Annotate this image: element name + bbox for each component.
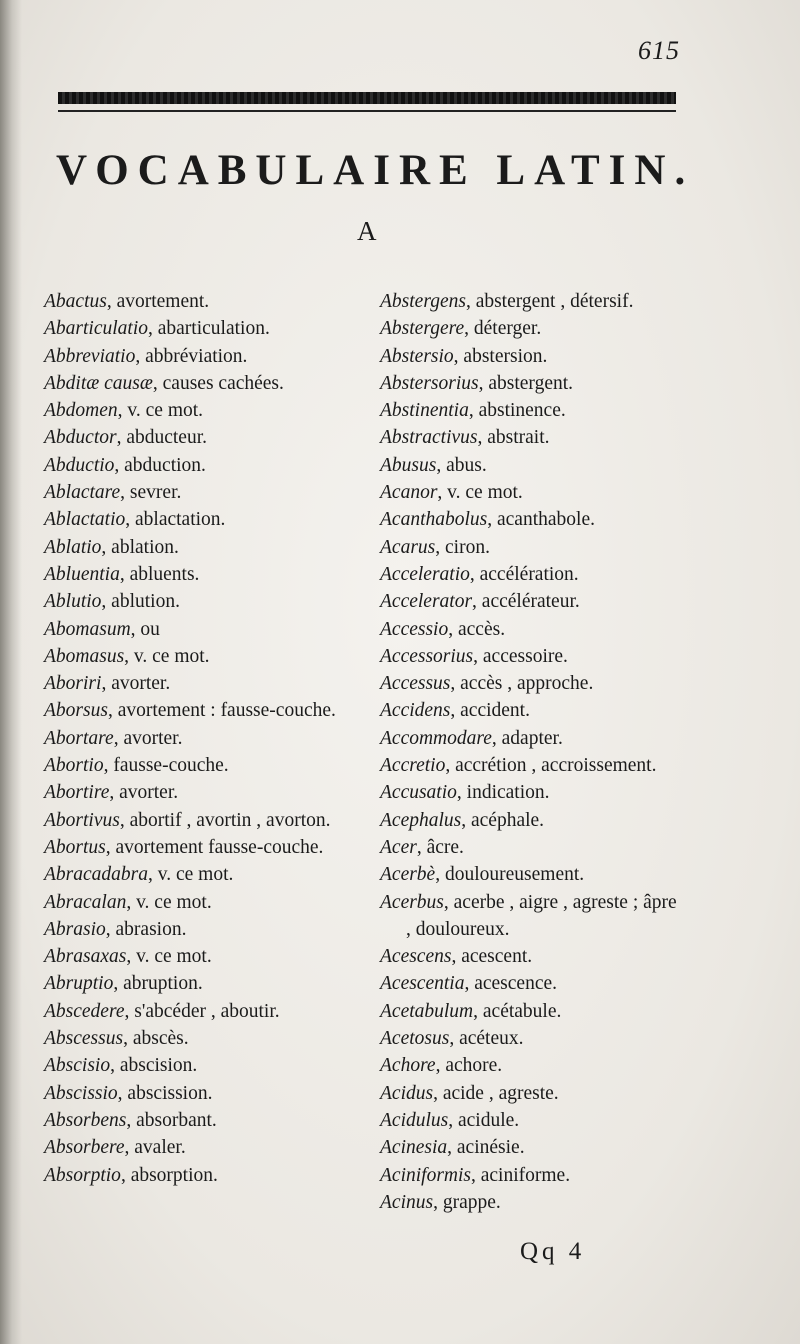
dictionary-entry	[44, 752, 364, 779]
french-gloss: , abarticulation.	[148, 318, 270, 340]
page-binding-shadow	[0, 0, 22, 1344]
french-gloss: , âcre.	[416, 836, 464, 858]
dictionary-entry	[44, 725, 364, 752]
latin-term: Abbreviatio	[44, 345, 136, 367]
latin-term: Acetabulum	[380, 1000, 474, 1022]
dictionary-entry	[44, 1162, 364, 1189]
dictionary-entry	[44, 1080, 364, 1107]
french-gloss: , abus.	[436, 454, 487, 476]
catchword: Qq 4	[520, 1238, 586, 1265]
latin-term: Absorbens	[44, 1109, 127, 1131]
latin-term: Abusus	[380, 454, 437, 476]
dictionary-entry	[44, 288, 364, 315]
dictionary-entry	[380, 424, 682, 451]
french-gloss: , adapter.	[491, 727, 563, 749]
latin-term: Abruptio	[44, 973, 114, 995]
latin-term: Abracadabra	[44, 864, 148, 886]
dictionary-entry	[44, 1107, 364, 1134]
latin-term: Abstersio	[380, 345, 454, 367]
french-gloss: , v. ce mot.	[126, 891, 212, 913]
french-gloss: , acinésie.	[447, 1137, 525, 1159]
latin-term: Abracalan	[44, 891, 127, 913]
latin-term: Acerbè	[380, 864, 436, 886]
french-gloss: , v. ce mot.	[126, 946, 212, 968]
dictionary-entry	[380, 779, 682, 806]
latin-term: Abluentia	[44, 563, 120, 585]
dictionary-entry	[44, 889, 364, 916]
french-gloss: , acide , agreste.	[433, 1082, 559, 1104]
dictionary-entry	[44, 315, 364, 342]
french-gloss: , avortement.	[106, 291, 210, 312]
latin-term: Acarus	[380, 536, 436, 558]
dictionary-entry	[380, 561, 682, 588]
latin-term: Acer	[380, 836, 417, 858]
french-gloss: , acerbe , aigre , agreste ; âpre , douloureux.	[406, 891, 677, 940]
dictionary-entry	[44, 343, 364, 370]
latin-term: Abductor	[44, 427, 117, 449]
french-gloss: , déterger.	[464, 318, 542, 340]
latin-term: Abstergens	[380, 291, 466, 312]
dictionary-entry	[380, 834, 682, 861]
dictionary-entry	[44, 561, 364, 588]
french-gloss: , accélération.	[469, 563, 579, 585]
latin-term: Accessorius	[380, 645, 474, 667]
french-gloss: , abstersion.	[453, 345, 548, 367]
french-gloss: , abscission.	[117, 1082, 213, 1104]
dictionary-entry	[44, 807, 364, 834]
latin-term: Acinus	[380, 1191, 434, 1213]
dictionary-entry	[44, 534, 364, 561]
french-gloss: , avorter.	[101, 673, 171, 695]
latin-term: Accusatio	[380, 782, 457, 804]
dictionary-entry	[380, 534, 682, 561]
left-column	[44, 288, 364, 1189]
latin-term: Abomasus	[44, 645, 125, 667]
dictionary-entry	[380, 697, 682, 724]
french-gloss: , abducteur.	[116, 427, 208, 449]
latin-term: Abdomen	[44, 400, 118, 422]
french-gloss: , abstergent , détersif.	[465, 291, 634, 312]
section-letter: A	[357, 216, 377, 246]
dictionary-entry	[380, 752, 682, 779]
latin-term: Abscessus	[44, 1028, 124, 1050]
dictionary-entry	[44, 452, 364, 479]
latin-term: Abortire	[44, 782, 110, 804]
french-gloss: , acéteux.	[449, 1028, 524, 1050]
dictionary-entry	[380, 1025, 682, 1052]
dictionary-entry	[44, 943, 364, 970]
french-gloss: , ciron.	[435, 536, 490, 558]
french-gloss: , accrétion , accroissement.	[445, 755, 657, 777]
french-gloss: , v. ce mot.	[117, 400, 204, 422]
dictionary-entry	[380, 725, 682, 752]
dictionary-entry	[380, 506, 682, 533]
dictionary-entry	[44, 479, 364, 506]
dictionary-entry	[380, 343, 682, 370]
dictionary-entry	[380, 643, 682, 670]
dictionary-entry	[380, 397, 682, 424]
french-gloss: , grappe.	[433, 1191, 501, 1213]
latin-term: Acephalus	[380, 809, 462, 831]
latin-term: Acescentia	[380, 973, 465, 995]
latin-term: Accommodare	[380, 727, 492, 749]
french-gloss: , accès.	[448, 618, 506, 640]
header-ornament-rule	[58, 92, 676, 104]
latin-term: Acidulus	[380, 1109, 449, 1131]
dictionary-entry	[380, 889, 682, 944]
french-gloss: , v. ce mot.	[124, 645, 210, 667]
header-thin-rule	[58, 110, 676, 112]
dictionary-entry	[44, 861, 364, 888]
french-gloss: , abstinence.	[468, 400, 566, 422]
dictionary-entry	[380, 315, 682, 342]
french-gloss: , s'abcéder , aboutir.	[124, 1000, 280, 1022]
french-gloss: , abstrait.	[477, 427, 550, 449]
dictionary-entry	[44, 424, 364, 451]
dictionary-entry	[380, 588, 682, 615]
latin-term: Aciniformis	[380, 1164, 471, 1186]
latin-term: Abscissio	[44, 1082, 118, 1104]
dictionary-entry	[44, 970, 364, 997]
latin-term: Acidus	[380, 1082, 434, 1104]
latin-term: Abrasaxas	[44, 946, 127, 968]
dictionary-entry	[44, 1025, 364, 1052]
latin-term: Acinesia	[380, 1137, 448, 1159]
page-title: VOCABULAIRE LATIN.	[56, 147, 695, 194]
french-gloss: , sevrer.	[120, 482, 182, 504]
latin-term: Accessio	[380, 618, 449, 640]
french-gloss: , acéphale.	[461, 809, 545, 831]
latin-term: Absorptio	[44, 1164, 121, 1186]
french-gloss: , abstergent.	[478, 372, 574, 394]
latin-term: Aboriri	[44, 673, 102, 695]
french-gloss: , causes cachées.	[152, 372, 284, 394]
dictionary-entry	[44, 588, 364, 615]
latin-term: Abstersorius	[380, 372, 479, 394]
french-gloss: , avorter.	[113, 727, 183, 749]
dictionary-entry	[380, 1107, 682, 1134]
latin-term: Acanor	[380, 482, 438, 504]
french-gloss: , avorter.	[109, 782, 179, 804]
dictionary-entry	[44, 998, 364, 1025]
dictionary-entry	[380, 1080, 682, 1107]
dictionary-entry	[44, 670, 364, 697]
dictionary-entry	[44, 643, 364, 670]
dictionary-entry	[380, 861, 682, 888]
latin-term: Abactus	[44, 291, 107, 312]
dictionary-entry	[44, 506, 364, 533]
dictionary-entry	[44, 697, 364, 724]
dictionary-entry	[380, 479, 682, 506]
right-column	[380, 288, 682, 1216]
latin-term: Ablactare	[44, 482, 121, 504]
french-gloss: , indication.	[456, 782, 550, 804]
latin-term: Abortus	[44, 836, 106, 858]
latin-term: Aborsus	[44, 700, 108, 722]
page-number: 615	[638, 36, 680, 65]
dictionary-entry	[380, 370, 682, 397]
dictionary-entry	[380, 807, 682, 834]
latin-term: Acanthabolus	[380, 509, 488, 531]
french-gloss: , absorption.	[120, 1164, 218, 1186]
french-gloss: , douloureusement.	[435, 864, 585, 886]
latin-term: Accelerator	[380, 591, 473, 613]
latin-term: Abarticulatio	[44, 318, 148, 340]
latin-term: Ablactatio	[44, 509, 126, 531]
french-gloss: , avaler.	[124, 1137, 186, 1159]
french-gloss: , ablation.	[101, 536, 179, 558]
latin-term: Acerbus	[380, 891, 444, 913]
latin-term: Abscisio	[44, 1055, 111, 1077]
latin-term: Abstinentia	[380, 400, 469, 422]
latin-term: Acceleratio	[380, 563, 470, 585]
french-gloss: , abscès.	[123, 1028, 189, 1050]
dictionary-entry	[44, 916, 364, 943]
french-gloss: , accessoire.	[473, 645, 568, 667]
french-gloss: , aciniforme.	[471, 1164, 571, 1186]
french-gloss: , acétabule.	[473, 1000, 562, 1022]
french-gloss: , abscision.	[110, 1055, 198, 1077]
latin-term: Abscedere	[44, 1000, 125, 1022]
latin-term: Abstractivus	[380, 427, 478, 449]
french-gloss: , abortif , avortin , avorton.	[119, 809, 331, 831]
french-gloss: , achore.	[435, 1055, 503, 1077]
dictionary-entry	[380, 998, 682, 1025]
latin-term: Ablutio	[44, 591, 102, 613]
french-gloss: , fausse-couche.	[103, 755, 229, 777]
latin-term: Abortare	[44, 727, 114, 749]
dictionary-entry	[44, 397, 364, 424]
french-gloss: , avortement : fausse-couche.	[107, 700, 336, 722]
french-gloss: , acescence.	[464, 973, 558, 995]
dictionary-entry	[44, 370, 364, 397]
latin-term: Abstergere	[380, 318, 465, 340]
latin-term: Accessus	[380, 673, 451, 695]
dictionary-entry	[44, 834, 364, 861]
dictionary-entry	[380, 452, 682, 479]
latin-term: Absorbere	[44, 1137, 125, 1159]
dictionary-entry	[44, 1052, 364, 1079]
french-gloss: , ablution.	[101, 591, 180, 613]
french-gloss: , accès , approche.	[450, 673, 594, 695]
french-gloss: , avortement fausse-couche.	[105, 836, 324, 858]
dictionary-entry	[44, 616, 364, 643]
latin-term: Abditæ causæ	[44, 372, 153, 394]
french-gloss: , abluents.	[119, 563, 200, 585]
french-gloss: , abruption.	[113, 973, 203, 995]
dictionary-entry	[380, 670, 682, 697]
dictionary-entry	[380, 616, 682, 643]
dictionary-entry	[380, 1189, 682, 1216]
french-gloss: , v. ce mot.	[148, 864, 234, 886]
french-gloss: , accélérateur.	[472, 591, 580, 613]
french-gloss: , acidule.	[448, 1109, 520, 1131]
latin-term: Abortivus	[44, 809, 120, 831]
french-gloss: , acescent.	[451, 946, 533, 968]
latin-term: Achore	[380, 1055, 436, 1077]
latin-term: Accidens	[380, 700, 451, 722]
french-gloss: , v. ce mot.	[437, 482, 523, 504]
french-gloss: , abrasion.	[105, 918, 187, 940]
french-gloss: , abduction.	[114, 454, 206, 476]
dictionary-entry	[380, 1134, 682, 1161]
dictionary-entry	[380, 288, 682, 315]
french-gloss: , accident.	[450, 700, 530, 722]
french-gloss: , abbréviation.	[135, 345, 248, 367]
latin-term: Abductio	[44, 454, 115, 476]
latin-term: Abrasio	[44, 918, 106, 940]
latin-term: Acetosus	[380, 1028, 450, 1050]
french-gloss: , absorbant.	[126, 1109, 217, 1131]
latin-term: Abomasum	[44, 618, 131, 640]
latin-term: Accretio	[380, 755, 446, 777]
latin-term: Acescens	[380, 946, 452, 968]
dictionary-entry	[380, 1162, 682, 1189]
dictionary-entry	[380, 943, 682, 970]
dictionary-entry	[44, 1134, 364, 1161]
latin-term: Ablatio	[44, 536, 102, 558]
dictionary-entry	[44, 779, 364, 806]
french-gloss: , ou	[130, 618, 160, 640]
dictionary-entry	[380, 1052, 682, 1079]
french-gloss: , ablactation.	[125, 509, 226, 531]
french-gloss: , acanthabole.	[487, 509, 595, 531]
dictionary-entry	[380, 970, 682, 997]
latin-term: Abortio	[44, 755, 104, 777]
